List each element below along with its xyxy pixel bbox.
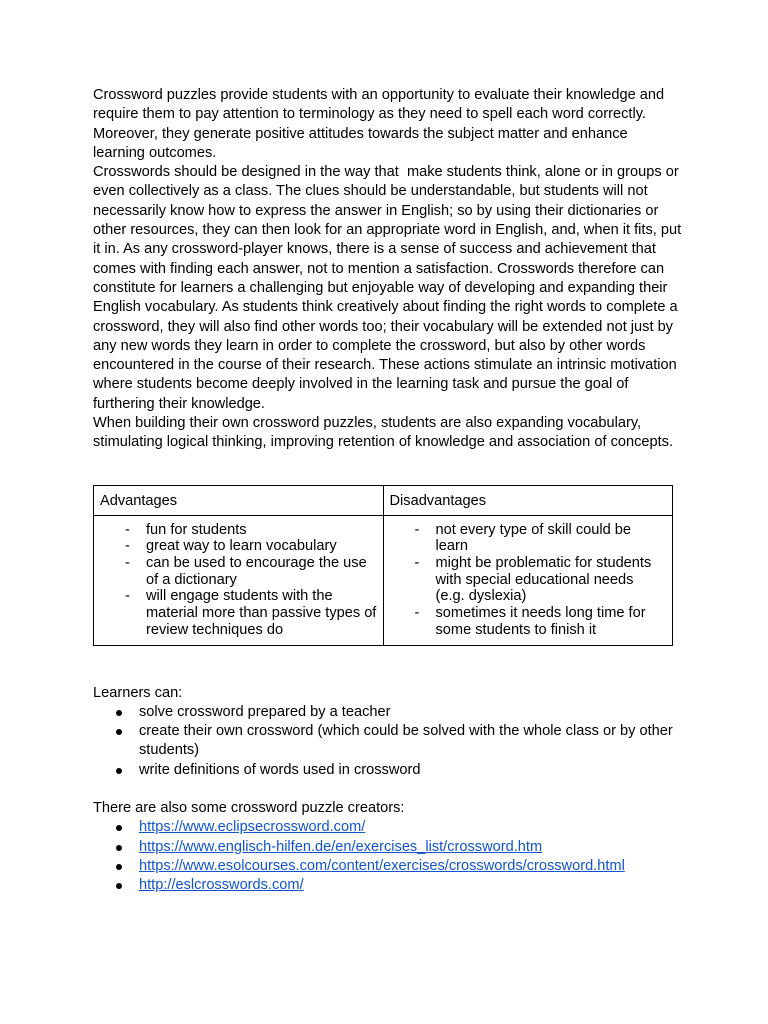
bullet-icon: [116, 768, 122, 774]
table-row: [94, 515, 673, 645]
disadvantages-header: Disadvantages: [383, 485, 673, 515]
bullet-icon: [116, 729, 122, 735]
advantages-header: Advantages: [94, 485, 384, 515]
list-item: - might be problematic for students with special educational needs (e.g. dyslexia): [414, 555, 652, 605]
list-item: [139, 876, 683, 895]
creators-links-list: [93, 818, 683, 895]
intro-paragraph: Crossword puzzles provide students with an opportunity to evaluate their knowledge and require them to pay attention to terminology as they need to spell each word correctly. Moreover, they generate positive attitudes towards the subject matter and enhance learning outcomes.: [93, 87, 669, 161]
englisch-hilfen-link[interactable]: https://www.englisch-hilfen.de/en/exercises_list/crossword.htm: [139, 838, 543, 855]
bullet-icon: [116, 825, 122, 831]
creators-section: [93, 799, 683, 895]
disadvantages-cell: [383, 515, 673, 645]
table-header-row: [94, 485, 673, 515]
dash-marker: -: [125, 538, 130, 555]
list-item: - sometimes it needs long time for some students to finish it: [414, 605, 646, 638]
dash-marker: -: [414, 521, 420, 538]
list-item: [139, 818, 683, 837]
bullet-icon: [116, 845, 122, 851]
list-item: [139, 838, 683, 857]
learners-list: [93, 703, 683, 780]
list-item: [139, 857, 683, 876]
list-item: - fun for students: [125, 521, 247, 538]
list-item: - not every type of skill could be learn: [414, 521, 631, 555]
list-item: - great way to learn vocabulary: [125, 538, 337, 555]
dash-marker: -: [414, 555, 420, 572]
bullet-icon: [116, 883, 122, 889]
list-item: write definitions of words used in crossword: [139, 761, 683, 780]
creators-heading: There are also some crossword puzzle creators:: [93, 800, 405, 817]
list-item: solve crossword prepared by a teacher: [139, 703, 683, 722]
eclipsecrossword-link[interactable]: https://www.eclipsecrossword.com/: [139, 819, 366, 836]
dash-marker: -: [125, 588, 130, 605]
learners-section: [93, 684, 683, 780]
bullet-icon: [116, 864, 122, 870]
building-paragraph: When building their own crossword puzzles, students are also expanding vocabulary, stimulating logical thinking, improving retention of knowledge and association of concepts.: [93, 415, 674, 451]
learners-heading: Learners can:: [93, 684, 183, 701]
bullet-icon: [116, 710, 122, 716]
pros-cons-table: [93, 485, 673, 646]
list-item: - will engage students with the material more than passive types of review techniques do: [125, 588, 377, 638]
design-paragraph: Crosswords should be designed in the way that make students think, alone or in groups or even collectively as a class. The clues should be understandable, but students will not necessarily know how to express the answer in English; so by using their dictionaries or other resources, they can then look for an appropriate word in English, and, when it fits, put it in. As any crossword-player knows, there is a sense of success and achievement that comes with finding each answer, not to mention a satisfaction. Crosswords therefore can constitute for learners a challenging but enjoyable way of developing and expanding their English vocabulary. As students think creatively about finding the right words to complete a crossword, they will also find other words too; their vocabulary will be extended not just by any new words they learn in order to complete the crossword, but also by other words encountered in the course of their research. These actions stimulate an intrinsic motivation where students become deeply involved in the learning task and pursue the goal of furthering their knowledge.: [93, 164, 686, 412]
dash-marker: -: [414, 605, 420, 622]
eslcrosswords-link[interactable]: http://eslcrosswords.com/: [139, 877, 304, 894]
advantages-cell: [94, 515, 384, 645]
advantages-list: [100, 522, 377, 639]
dash-marker: -: [125, 555, 130, 572]
document-page: [93, 86, 686, 896]
list-item: create their own crossword (which could be solved with the whole class or by other students): [139, 722, 683, 761]
dash-marker: -: [125, 521, 130, 538]
list-item: - can be used to encourage the use of a dictionary: [125, 555, 367, 588]
disadvantages-list: [390, 522, 667, 639]
esolcourses-link[interactable]: https://www.esolcourses.com/content/exercises/crosswords/crossword.html: [139, 857, 625, 874]
